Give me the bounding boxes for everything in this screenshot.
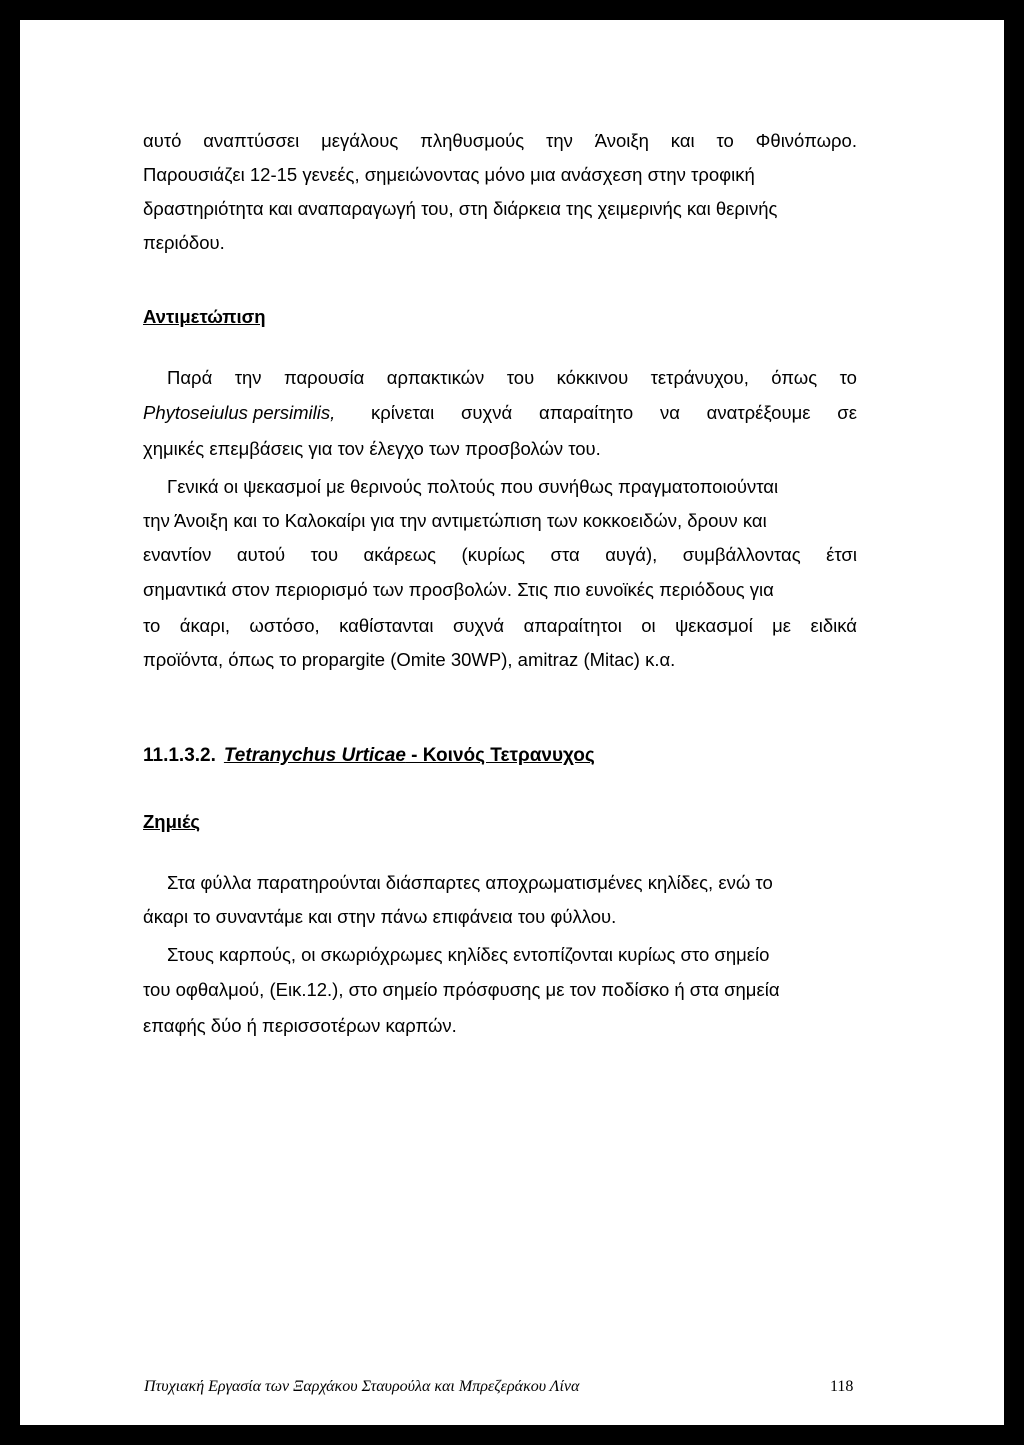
text-line [143,401,857,425]
text-line [143,614,857,638]
text-line [143,129,857,153]
word: απαραίτητο [539,402,634,423]
word: ψεκασμοί [675,615,753,636]
word: Φθινόπωρο. [755,130,857,151]
word: παρουσία [283,367,365,388]
text-line: Στους καρπούς, οι σκωριόχρωμες κηλίδες εντοπίζονται κυρίως στο σημείο [167,944,770,965]
word: του [310,544,339,565]
section-heading-treatment: Αντιμετώπιση [143,306,266,327]
word: και [670,130,695,151]
word: κόκκινου [556,367,629,388]
text-line: άκαρι το συναντάμε και στην πάνω επιφάνεια του φύλλου. [143,906,617,927]
word: αυτού [236,544,286,565]
word: την [234,367,262,388]
text-line: επαφής δύο ή περισσοτέρων καρπών. [143,1015,457,1036]
word: συμβάλλοντας [682,544,801,565]
word: του [506,367,535,388]
word: έτσι [826,544,857,565]
text-line: περιόδου. [143,232,225,253]
word: το [143,615,161,636]
word: ειδικά [810,615,857,636]
text-line: προϊόντα, όπως το propargite (Omite 30WP), amitraz (Mitac) κ.α. [143,649,676,670]
word: Άνοιξη [594,130,649,151]
text-line: σημαντικά στον περιορισμό των προσβολών. Στις πιο ευνοϊκές περιόδους για [143,579,774,600]
word: άκαρι, [179,615,230,636]
word: το [716,130,734,151]
text-line [143,543,857,567]
word: όπως [771,367,818,388]
text-line: την Άνοιξη και το Καλοκαίρι για την αντιμετώπιση των κοκκοειδών, δρουν και [143,510,767,531]
section-title-common: - Κοινός Τετρανυχος [405,745,595,766]
species-name: Phytoseiulus persimilis, [143,402,336,423]
section-title-species: Tetranychus Urticae [223,745,406,766]
word: να [659,402,680,423]
word: την [546,130,573,151]
word: πληθυσμούς [420,130,525,151]
word: ανατρέξουμε [706,402,811,423]
word: συχνά [461,402,513,423]
section-heading [143,744,595,768]
text-line: χημικές επεμβάσεις για τον έλεγχο των προσβολών του. [143,438,601,459]
text-line: δραστηριότητα και αναπαραγωγή του, στη διάρκεια της χειμερινής και θερινής [143,198,778,219]
word: εναντίον [143,544,212,565]
word: συχνά [452,615,505,636]
word: αναπτύσσει [203,130,300,151]
word: στα [550,544,580,565]
word: μεγάλους [321,130,399,151]
page-footer: Πτυχιακή Εργασία των Ξαρχάκου Σταυρούλα και Μπρεζεράκου Λίνα [144,1378,580,1395]
text-line [167,366,857,390]
word: ωστόσο, [249,615,320,636]
word: αυγά), [605,544,658,565]
page-number: 118 [830,1378,854,1395]
text-line: Παρουσιάζει 12-15 γενεές, σημειώνοντας μόνο μια ανάσχεση στην τροφική [143,164,755,185]
word: με [772,615,792,636]
word: αυτό [143,130,182,151]
word: σε [837,402,857,423]
word: το [839,367,857,388]
word: (κυρίως [461,544,526,565]
text-words [371,401,857,425]
section-heading-damage: Ζημιές [143,811,201,832]
text-line: Στα φύλλα παρατηρούνται διάσπαρτες αποχρωματισμένες κηλίδες, ενώ το [167,872,773,893]
word: οι [641,615,656,636]
word: Παρά [167,367,213,388]
word: αρπακτικών [386,367,485,388]
section-number: 11.1.3.2. [143,745,216,766]
word: τετράνυχου, [650,367,749,388]
text-line: του οφθαλμού, (Εικ.12.), στο σημείο πρόσφυσης με τον ποδίσκο ή στα σημεία [143,979,780,1000]
word: καθίστανται [339,615,434,636]
word: απαραίτητοι [523,615,622,636]
word: κρίνεται [371,402,435,423]
word: ακάρεως [363,544,437,565]
text-line: Γενικά οι ψεκασμοί με θερινούς πολτούς που συνήθως πραγματοποιούνται [167,476,779,497]
